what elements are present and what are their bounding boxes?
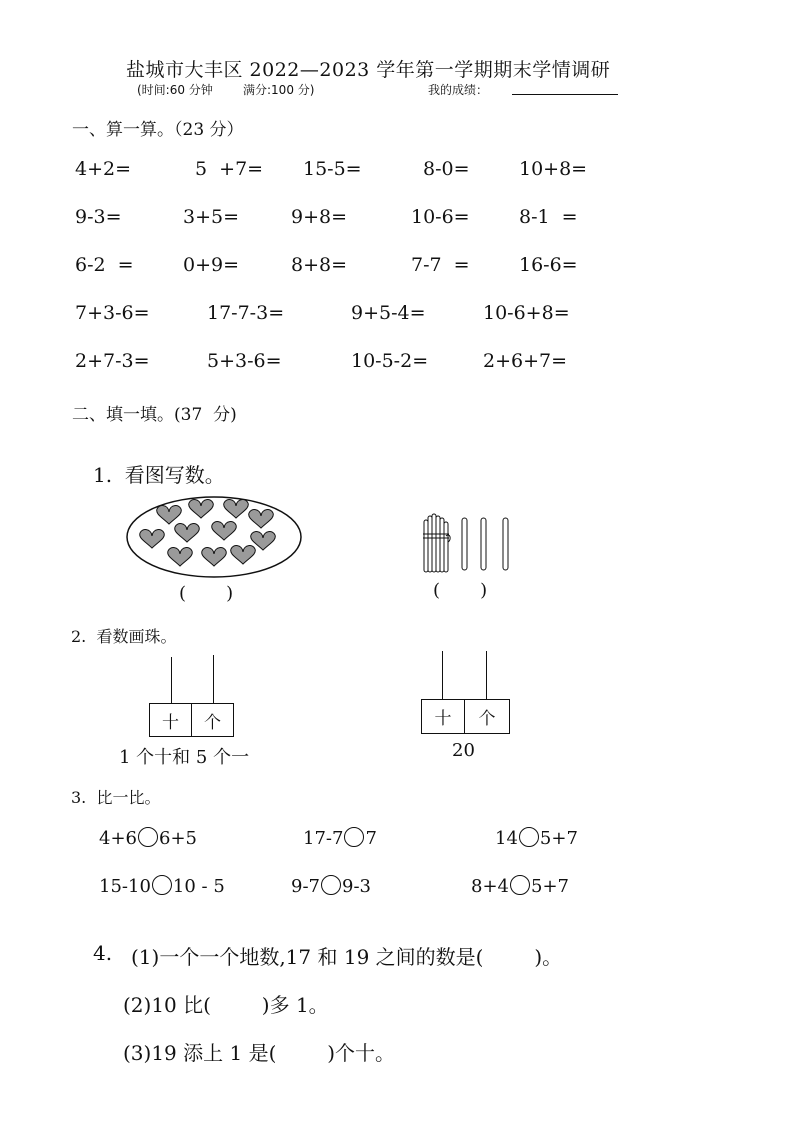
heart-icon [231,546,256,564]
equation: 8-1 = [519,206,578,228]
compare-left: 14 [495,828,518,849]
compare-item [291,875,371,897]
abacus-rod-ones [486,651,487,700]
heart-icon [202,548,227,566]
abacus-ones-label: 个 [191,704,233,736]
compare-item [495,827,578,849]
compare-circle[interactable] [344,827,364,847]
sticks-bundle-figure [418,510,518,580]
compare-left: 8+4 [471,876,509,897]
score-blank-line[interactable] [512,94,618,95]
q3-label: 3. 比一比。 [71,788,161,807]
abacus-ones-label: 个 [464,700,509,733]
compare-circle[interactable] [138,827,158,847]
compare-item [99,827,197,849]
q4-label: 4. [93,941,113,965]
q4-part-3: (3)19 添上 1 是( )个十。 [123,1041,396,1065]
heart-icon [212,522,237,540]
abacus-caption-2: 20 [452,740,475,761]
equation: 8+8= [291,254,348,276]
heart-icon [189,500,214,518]
hearts-oval-figure [124,494,304,580]
compare-left: 9-7 [291,876,320,897]
q4-part-1: (1)一个一个地数,17 和 19 之间的数是( )。 [131,945,563,969]
equation: 10-6+8= [483,302,570,324]
compare-item [471,875,569,897]
compare-left: 4+6 [99,828,137,849]
heart-icon [168,548,193,566]
abacus-base [421,699,510,734]
equation: 10+8= [519,158,588,180]
section2-title: 二、填一填。(37 分) [72,405,237,425]
equation: 15-5= [303,158,362,180]
equation: 5 +7= [195,158,264,180]
equation: 8-0= [423,158,470,180]
abacus-rod-tens [442,651,443,700]
q1-label: 1. 看图写数。 [93,463,225,487]
q1-blank-1[interactable]: ( ) [179,583,234,604]
equation: 9-3= [75,206,122,228]
equation: 9+5-4= [351,302,426,324]
equation: 7-7 = [411,254,470,276]
compare-left: 15-10 [99,876,151,897]
compare-right: 5+7 [539,828,578,849]
compare-circle[interactable] [152,875,172,895]
compare-circle[interactable] [321,875,341,895]
equation: 5+3-6= [207,350,282,372]
equation: 3+5= [183,206,240,228]
compare-right: 9-3 [342,876,371,897]
equation: 9+8= [291,206,348,228]
abacus-base [149,703,234,737]
equation: 10-6= [411,206,470,228]
equation: 2+7-3= [75,350,150,372]
compare-circle[interactable] [510,875,530,895]
compare-item [303,827,377,849]
exam-time: (时间:60 分钟 [137,83,213,97]
page-title: 盐城市大丰区 2022—2023 学年第一学期期末学情调研 [126,59,611,81]
equation: 17-7-3= [207,302,285,324]
heart-icon [175,524,200,542]
equation: 7+3-6= [75,302,150,324]
heart-icon [140,530,165,548]
abacus-tens-label: 十 [162,712,179,733]
q2-label: 2. 看数画珠。 [71,627,177,646]
abacus-caption-1: 1 个十和 5 个一 [119,747,250,768]
score-label: 我的成绩： [428,83,489,97]
equation: 10-5-2= [351,350,429,372]
heart-icon [249,510,274,528]
q1-blank-2[interactable]: ( ) [433,580,488,601]
compare-right: 6+5 [159,828,197,849]
heart-icon [157,506,182,524]
q4-part-2: (2)10 比( )多 1。 [123,993,329,1017]
compare-item [99,875,225,897]
abacus-rod-ones [213,655,214,704]
compare-circle[interactable] [519,827,539,847]
full-score: 满分:100 分) [243,83,315,97]
compare-right: 5+7 [531,876,569,897]
equation: 0+9= [183,254,240,276]
compare-right: 7 [365,828,377,849]
equation: 16-6= [519,254,578,276]
equation: 4+2= [75,158,132,180]
abacus-rod-tens [171,657,172,704]
abacus-tens-label: 十 [434,709,452,729]
compare-left: 17-7 [303,828,344,849]
compare-right: 10 - 5 [172,876,225,897]
equation: 2+6+7= [483,350,568,372]
equation: 6-2 = [75,254,134,276]
heart-icon [224,500,249,518]
section1-title: 一、算一算。（23 分） [72,120,244,140]
